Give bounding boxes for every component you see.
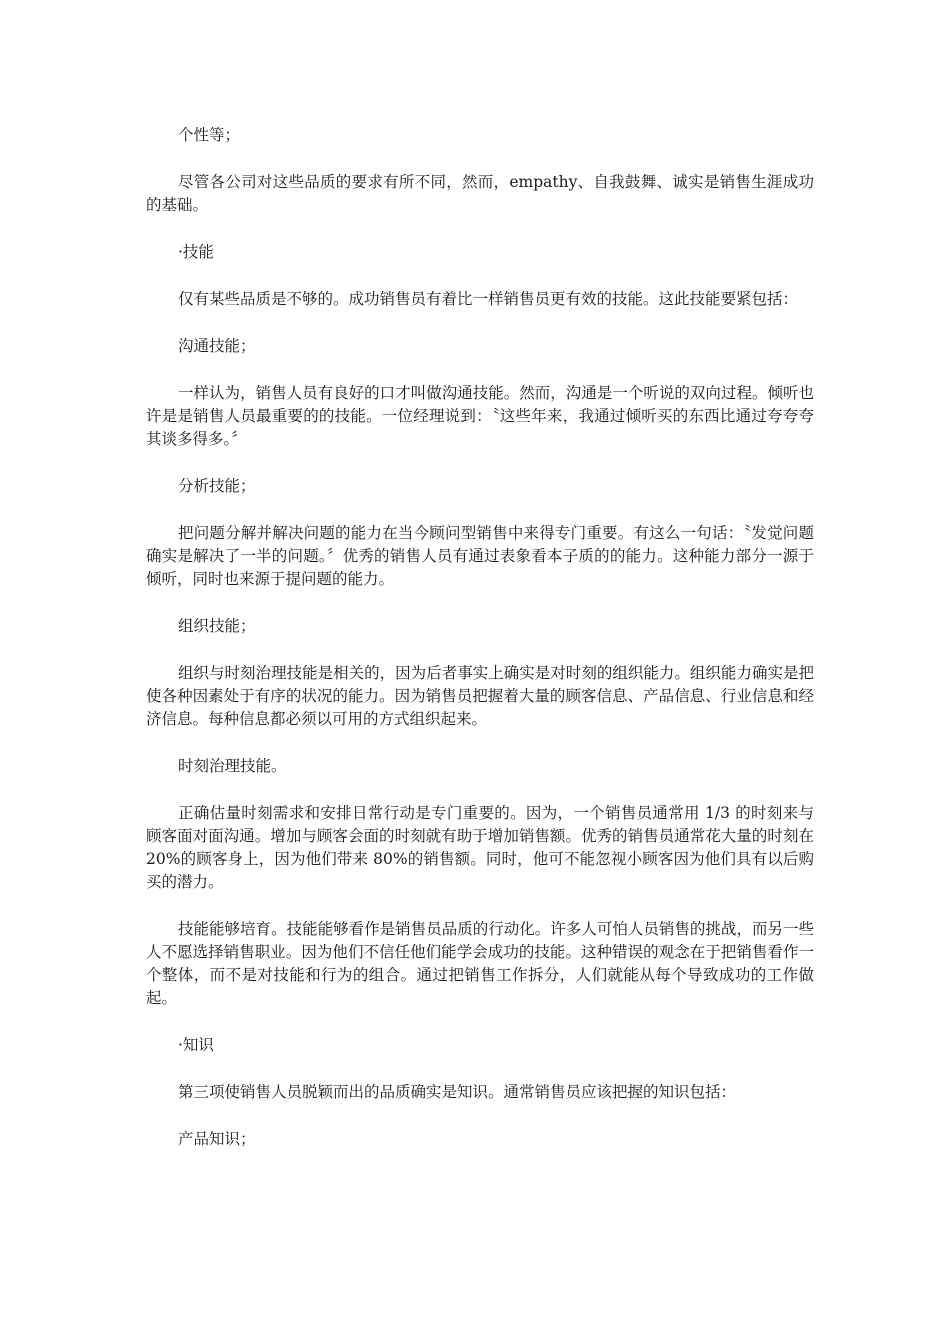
heading-communication-skills: 沟通技能；	[178, 337, 256, 355]
paragraph-personality: 个性等；	[178, 126, 241, 144]
paragraph-time-management: 正确估量时刻需求和安排日常行动是专门重要的。因为，一个销售员通常用 1/3 的时刻来与顾客面对面沟通。增加与顾客会面的时刻就有助于增加销售额。优秀的销售员通常花大量的时刻在 20%的顾客身上，因为他们带来 80%的销售额。同时，他可不能忽视小顾客因为他们具有以后购买的潜力。	[146, 804, 819, 891]
paragraph-skills-training: 技能能够培育。技能能够看作是销售员品质的行动化。许多人可怕人员销售的挑战，而另一些人不愿选择销售职业。因为他们不信任他们能学会成功的技能。这种错误的观念在于把销售看作一个整体，而不是对技能和行为的组合。通过把销售工作拆分，人们就能从每个导致成功的工作做起。	[146, 920, 814, 1007]
paragraph-knowledge-intro: 第三项使销售人员脱颖而出的品质确实是知识。通常销售员应该把握的知识包括：	[178, 1083, 737, 1101]
heading-organization-skills: 组织技能；	[178, 617, 256, 635]
heading-product-knowledge: 产品知识；	[178, 1130, 256, 1148]
paragraph-organization: 组织与时刻治理技能是相关的，因为后者事实上确实是对时刻的组织能力。组织能力确实是把使各种因素处于有序的状况的能力。因为销售员把握着大量的顾客信息、产品信息、行业信息和经济信息。每种信息都必须以可用的方式组织起来。	[146, 664, 814, 728]
paragraph-communication: 一样认为，销售人员有良好的口才叫做沟通技能。然而，沟通是一个听说的双向过程。倾听也许是是销售人员最重要的的技能。一位经理说到：〝这些年来，我通过倾听买的东西比通过夸夸夸其谈多得多。〞	[146, 384, 814, 448]
document-body	[146, 124, 819, 1151]
heading-skills: ·技能	[178, 243, 214, 261]
paragraph-skills-intro: 仅有某些品质是不够的。成功销售员有着比一样销售员更有效的技能。这此技能要紧包括：	[178, 290, 799, 308]
paragraph-qualities-basis: 尽管各公司对这些品质的要求有所不同，然而，empathy、自我鼓舞、诚实是销售生涯成功的基础。	[146, 173, 814, 214]
paragraph-analysis: 把问题分解并解决问题的能力在当今顾问型销售中来得专门重要。有这么一句话：〝发觉问题确实是解决了一半的问题。〞优秀的销售人员有通过表象看本子质的的能力。这种能力部分一源于倾听，同时也来源于提问题的能力。	[146, 524, 814, 588]
heading-knowledge: ·知识	[178, 1036, 214, 1054]
heading-time-management: 时刻治理技能。	[178, 757, 287, 775]
heading-analysis-skills: 分析技能；	[178, 477, 256, 495]
